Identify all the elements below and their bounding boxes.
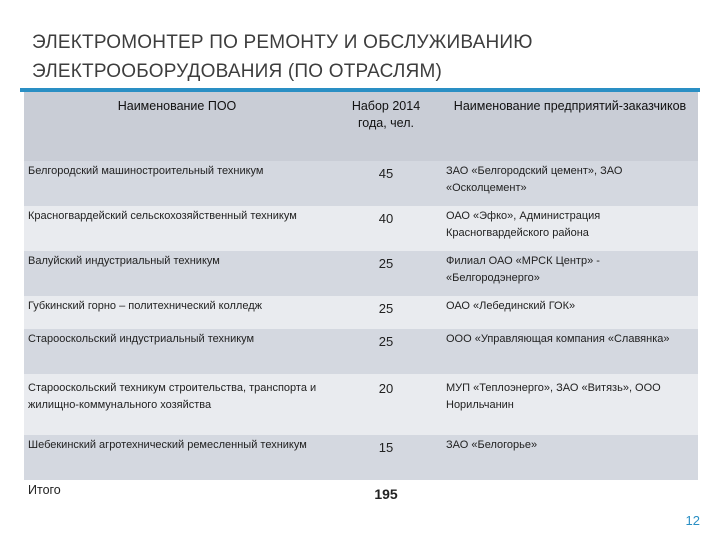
table-row (24, 435, 698, 480)
cell-enrollment: 20 (330, 374, 442, 435)
slide-title: ЭЛЕКТРОМОНТЕР ПО РЕМОНТУ И ОБСЛУЖИВАНИЮ ЭЛЕКТРООБОРУДОВАНИЯ (ПО ОТРАСЛЯМ) (32, 32, 533, 82)
cell-institution: Красногвардейский сельскохозяйственный техникум (24, 206, 330, 251)
header-enrollment: Набор 2014 года, чел. (330, 92, 442, 161)
table-row (24, 329, 698, 374)
table-row (24, 206, 698, 251)
cell-customers: ОАО «Эфко», Администрация Красногвардейского района (442, 206, 698, 251)
header-customers: Наименование предприятий-заказчиков (442, 92, 698, 161)
cell-customers: Филиал ОАО «МРСК Центр» - «Белгородэнерго» (442, 251, 698, 296)
cell-customers: ОАО «Лебединский ГОК» (442, 296, 698, 329)
total-empty-cell (442, 480, 698, 526)
cell-customers: ЗАО «Белгородский цемент», ЗАО «Осколцемент» (442, 161, 698, 206)
header-institution: Наименование ПОО (24, 92, 330, 161)
cell-institution: Шебекинский агротехнический ремесленный техникум (24, 435, 330, 480)
cell-enrollment: 25 (330, 296, 442, 329)
cell-institution: Валуйский индустриальный техникум (24, 251, 330, 296)
cell-institution: Старооскольский индустриальный техникум (24, 329, 330, 374)
cell-customers: МУП «Теплоэнерго», ЗАО «Витязь», ООО Норильчанин (442, 374, 698, 435)
total-value: 195 (330, 480, 442, 526)
cell-customers: ООО «Управляющая компания «Славянка» (442, 329, 698, 374)
table-row (24, 374, 698, 435)
total-label: Итого (24, 480, 330, 526)
enrollment-table (24, 92, 698, 526)
cell-institution: Губкинский горно – политехнический колледж (24, 296, 330, 329)
table-header-row (24, 92, 698, 161)
cell-enrollment: 25 (330, 329, 442, 374)
cell-enrollment: 25 (330, 251, 442, 296)
cell-institution: Старооскольский техникум строительства, транспорта и жилищно-коммунального хозяйства (24, 374, 330, 435)
table-row (24, 161, 698, 206)
total-row (24, 480, 698, 526)
page-number: 12 (685, 513, 700, 528)
cell-enrollment: 40 (330, 206, 442, 251)
cell-enrollment: 45 (330, 161, 442, 206)
cell-institution: Белгородский машиностроительный техникум (24, 161, 330, 206)
cell-enrollment: 15 (330, 435, 442, 480)
table-row (24, 251, 698, 296)
cell-customers: ЗАО «Белогорье» (442, 435, 698, 480)
table-row (24, 296, 698, 329)
